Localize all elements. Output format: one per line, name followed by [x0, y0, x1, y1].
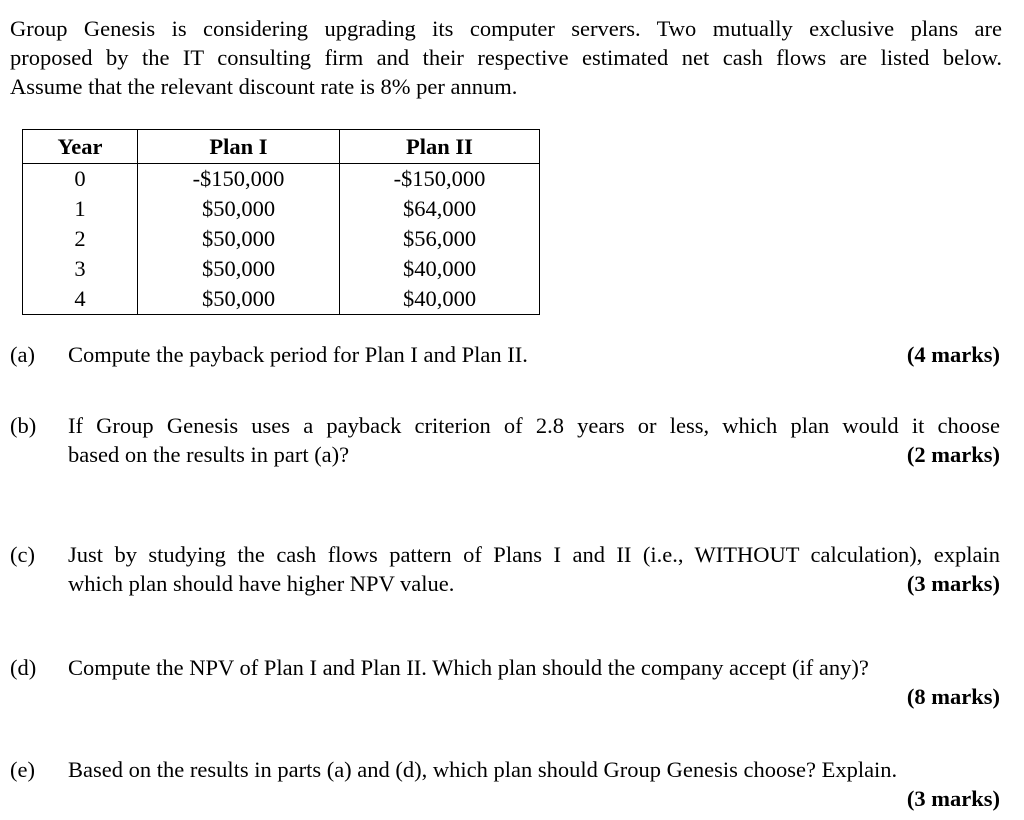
- marks-label: (3 marks): [906, 786, 1000, 811]
- cash-flow-table: [22, 129, 540, 315]
- question-label: (d): [10, 655, 37, 680]
- question-label: (a): [10, 342, 35, 367]
- header-plan-2: Plan II: [340, 130, 540, 164]
- cell-year: 3: [23, 254, 138, 284]
- cell-plan-2: -$150,000: [340, 164, 540, 195]
- table-row: [23, 284, 540, 315]
- question-e: [10, 755, 1000, 811]
- intro-line-3: Assume that the relevant discount rate is 8% per annum.: [10, 74, 518, 99]
- question-c: [10, 540, 1000, 598]
- header-year: Year: [23, 130, 138, 164]
- question-text: Based on the results in parts (a) and (d), which plan should Group Genesis choose? Explain.: [68, 757, 898, 782]
- question-label: (b): [10, 413, 37, 438]
- question-label: (c): [10, 542, 35, 567]
- table-row: [23, 194, 540, 224]
- question-text: If Group Genesis uses a payback criterion of 2.8 years or less, which plan would it choose: [68, 413, 1000, 438]
- question-d: [10, 653, 1000, 709]
- cell-year: 0: [23, 164, 138, 195]
- table-row: [23, 164, 540, 195]
- cell-plan-1: $50,000: [138, 284, 340, 315]
- cell-year: 1: [23, 194, 138, 224]
- question-text: Just by studying the cash flows pattern of Plans I and II (i.e., WITHOUT calculation), explain: [68, 542, 1000, 567]
- question-text-line-2: based on the results in part (a)?: [68, 442, 350, 467]
- marks-label: (2 marks): [906, 442, 1000, 467]
- table-row: [23, 254, 540, 284]
- marks-label: (3 marks): [906, 571, 1000, 596]
- cell-plan-1: $50,000: [138, 224, 340, 254]
- question-text: Compute the NPV of Plan I and Plan II. Which plan should the company accept (if any)?: [68, 655, 869, 680]
- cell-plan-2: $64,000: [340, 194, 540, 224]
- question-text-line-2: which plan should have higher NPV value.: [68, 571, 455, 596]
- question-label: (e): [10, 757, 35, 782]
- marks-label: (8 marks): [906, 684, 1000, 709]
- intro-line-1: Group Genesis is considering upgrading its computer servers. Two mutually exclusive plans are: [10, 16, 1002, 41]
- table-header-row: [23, 130, 540, 164]
- intro-line-2: proposed by the IT consulting firm and their respective estimated net cash flows are listed below.: [10, 45, 1002, 70]
- cell-plan-1: $50,000: [138, 194, 340, 224]
- question-a: [10, 340, 1000, 369]
- cell-plan-2: $56,000: [340, 224, 540, 254]
- marks-label: (4 marks): [906, 342, 1000, 367]
- header-plan-1: Plan I: [138, 130, 340, 164]
- cell-year: 2: [23, 224, 138, 254]
- cell-year: 4: [23, 284, 138, 315]
- table-row: [23, 224, 540, 254]
- cell-plan-1: -$150,000: [138, 164, 340, 195]
- cell-plan-2: $40,000: [340, 284, 540, 315]
- question-text: Compute the payback period for Plan I and Plan II.: [68, 342, 528, 367]
- cell-plan-2: $40,000: [340, 254, 540, 284]
- intro-paragraph: [10, 14, 1002, 101]
- cell-plan-1: $50,000: [138, 254, 340, 284]
- question-b: [10, 411, 1000, 469]
